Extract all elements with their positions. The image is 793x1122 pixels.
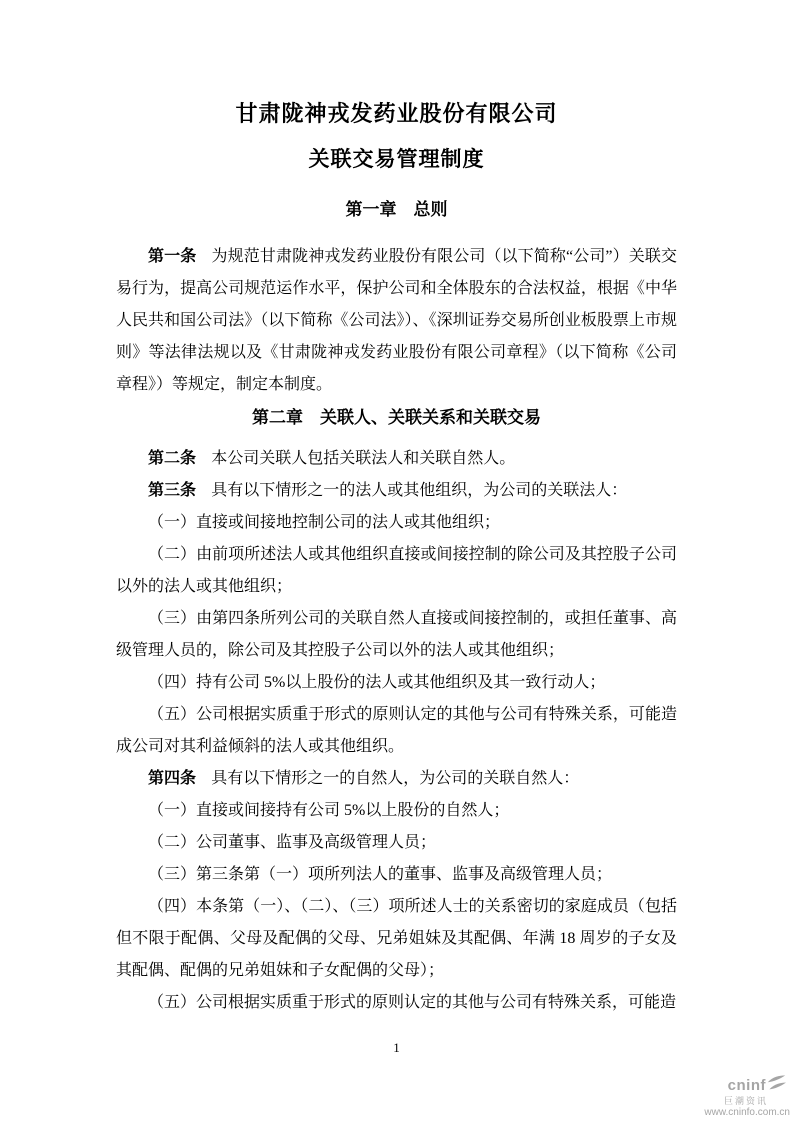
article-4-item-3: （三）第三条第（一）项所列法人的董事、监事及高级管理人员； [148,866,613,883]
article-3-item-3: （三）由第四条所列公司的关联自然人直接或间接控制的，或担任董事、高级管理人员的，除公司及其控股子公司以外的法人或其他组织； [116,610,677,659]
cninfo-chinese-name: 巨潮资讯 [723,1096,768,1106]
article-4-item-4: （四）本条第（一）、（二）、（三）项所述人士的关系密切的家庭成员（包括但不限于配偶、父母及配偶的父母、兄弟姐妹及其配偶、年满 18 周岁的子女及其配偶、配偶的兄弟姐妹和子女配偶的父母）； [116,898,677,979]
article-2-paragraph [116,443,677,475]
article-1-text: 为规范甘肃陇神戎发药业股份有限公司（以下简称“公司”）关联交易行为，提高公司规范运作水平，保护公司和全体股东的合法权益，根据《中华人民共和国公司法》（以下简称《公司法》）、《深圳证券交易所创业板股票上市规则》等法律法规以及《甘肃陇神戎发药业股份有限公司章程》（以下简称《公司章程》）等规定，制定本制度。 [116,248,677,393]
article-4-item-2: （二）公司董事、监事及高级管理人员； [148,834,437,851]
article-2-text: 本公司关联人包括关联法人和关联自然人。 [211,450,516,467]
article-2-label: 第二条 [148,450,197,467]
article-1-paragraph [116,241,677,401]
article-3-item-4: （四）持有公司 5%以上股份的法人或其他组织及其一致行动人； [148,674,606,691]
cninfo-logo-text: cninf [727,1077,766,1094]
article-4-text: 具有以下情形之一的自然人，为公司的关联自然人： [211,770,580,787]
article-4-label: 第四条 [148,770,197,787]
cninfo-url: www.cninfo.com.cn [704,1107,790,1118]
page-number: 1 [393,1040,400,1055]
article-4-item-5: （五）公司根据实质重于形式的原则认定的其他与公司有特殊关系，可能造 [148,994,677,1011]
chapter-1-heading: 第一章 总则 [345,200,448,219]
chapter-2-heading: 第二章 关联人、关联关系和关联交易 [252,408,541,427]
article-3-text: 具有以下情形之一的法人或其他组织，为公司的关联法人： [211,482,628,499]
cninfo-watermark [694,1075,790,1119]
chapter-2-body [116,443,677,1019]
cninfo-logo [694,1075,790,1096]
cninfo-swoosh-icon [767,1075,786,1096]
article-3-item-2: （二）由前项所述法人或其他组织直接或间接控制的除公司及其控股子公司以外的法人或其他组织； [116,546,677,595]
article-4-item-1: （一）直接或间接持有公司 5%以上股份的自然人； [148,802,510,819]
document-title: 甘肃陇神戎发药业股份有限公司 [235,101,558,126]
article-1-label: 第一条 [148,248,197,265]
chapter-1-body [116,241,677,401]
document-subtitle: 关联交易管理制度 [308,147,485,171]
article-3-paragraph [116,475,677,507]
article-3-item-1: （一）直接或间接地控制公司的法人或其他组织； [148,514,501,531]
article-3-item-5: （五）公司根据实质重于形式的原则认定的其他与公司有特殊关系，可能造成公司对其利益倾斜的法人或其他组织。 [116,706,677,755]
article-3-label: 第三条 [148,482,197,499]
article-4-paragraph [116,763,677,795]
